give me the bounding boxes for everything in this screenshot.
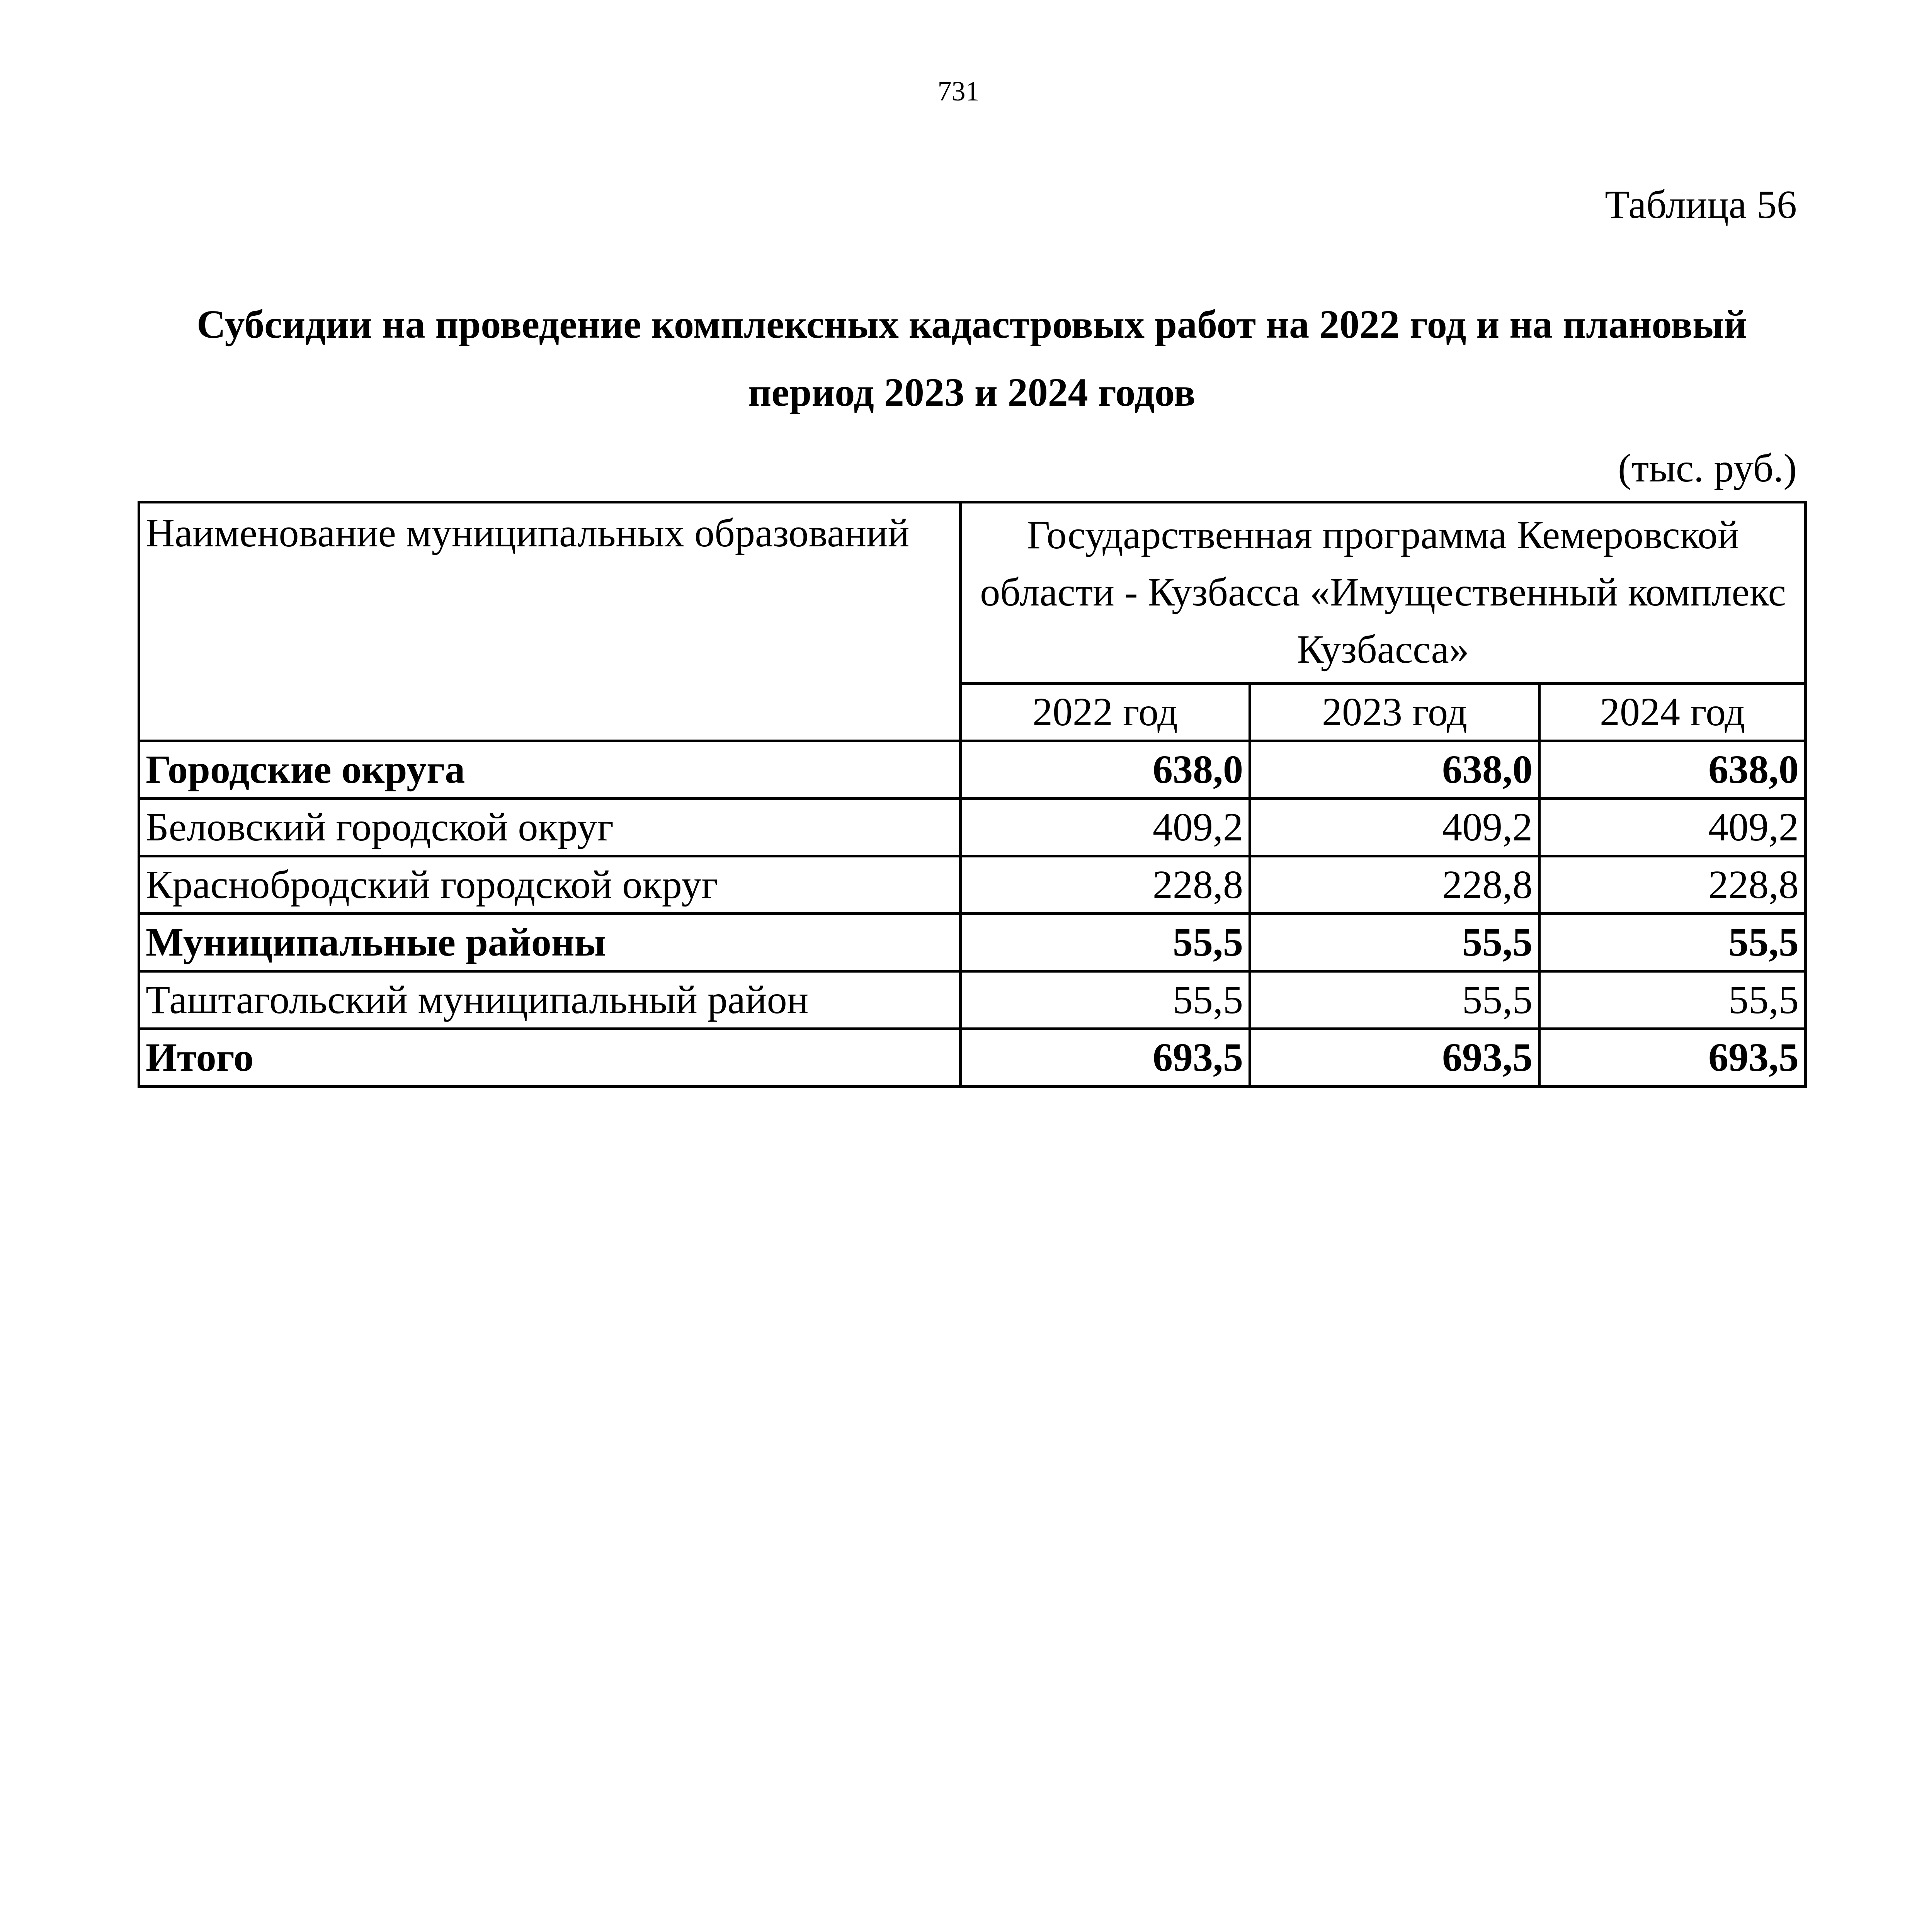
row-value-cell: 228,8 [1539, 856, 1806, 914]
row-value-cell: 693,5 [1539, 1029, 1806, 1087]
title-line-2: период 2023 и 2024 годов [748, 370, 1196, 415]
column-header-year: 2023 год [1250, 684, 1539, 741]
table-header-row [139, 502, 1806, 684]
row-value-cell: 693,5 [1250, 1029, 1539, 1087]
page-number: 731 [937, 76, 980, 107]
table-body [139, 741, 1806, 1087]
row-name-cell: Городские округа [139, 741, 961, 799]
row-name-cell: Беловский городской округ [139, 799, 961, 856]
units-label: (тыс. руб.) [1618, 446, 1797, 490]
row-value-cell: 55,5 [1539, 914, 1806, 971]
row-name-cell: Краснобродский городской округ [139, 856, 961, 914]
table-label: Таблица 56 [1605, 182, 1797, 227]
column-header-name: Наименование муниципальных образований [139, 502, 961, 741]
row-value-cell: 638,0 [961, 741, 1250, 799]
row-value-cell: 693,5 [961, 1029, 1250, 1087]
row-value-cell: 228,8 [1250, 856, 1539, 914]
column-header-program: Государственная программа Кемеровской области - Кузбасса «Имущественный комплекс Кузбасса» [961, 502, 1806, 684]
row-value-cell: 409,2 [1539, 799, 1806, 856]
row-value-cell: 638,0 [1250, 741, 1539, 799]
row-value-cell: 55,5 [1250, 914, 1539, 971]
table-row [139, 971, 1806, 1029]
document-title [137, 291, 1806, 427]
table-row [139, 914, 1806, 971]
row-value-cell: 55,5 [1250, 971, 1539, 1029]
table-row [139, 856, 1806, 914]
row-name-cell: Итого [139, 1029, 961, 1087]
row-value-cell: 409,2 [1250, 799, 1539, 856]
table-row [139, 1029, 1806, 1087]
row-value-cell: 638,0 [1539, 741, 1806, 799]
row-value-cell: 228,8 [961, 856, 1250, 914]
column-header-year: 2024 год [1539, 684, 1806, 741]
row-value-cell: 409,2 [961, 799, 1250, 856]
row-value-cell: 55,5 [1539, 971, 1806, 1029]
row-value-cell: 55,5 [961, 971, 1250, 1029]
column-header-year: 2022 год [961, 684, 1250, 741]
row-value-cell: 55,5 [961, 914, 1250, 971]
table-row [139, 741, 1806, 799]
row-name-cell: Таштагольский муниципальный район [139, 971, 961, 1029]
title-line-1: Субсидии на проведение комплексных кадастровых работ на 2022 год и на плановый [196, 302, 1747, 347]
subsidies-table [138, 501, 1807, 1088]
table-row [139, 799, 1806, 856]
row-name-cell: Муниципальные районы [139, 914, 961, 971]
